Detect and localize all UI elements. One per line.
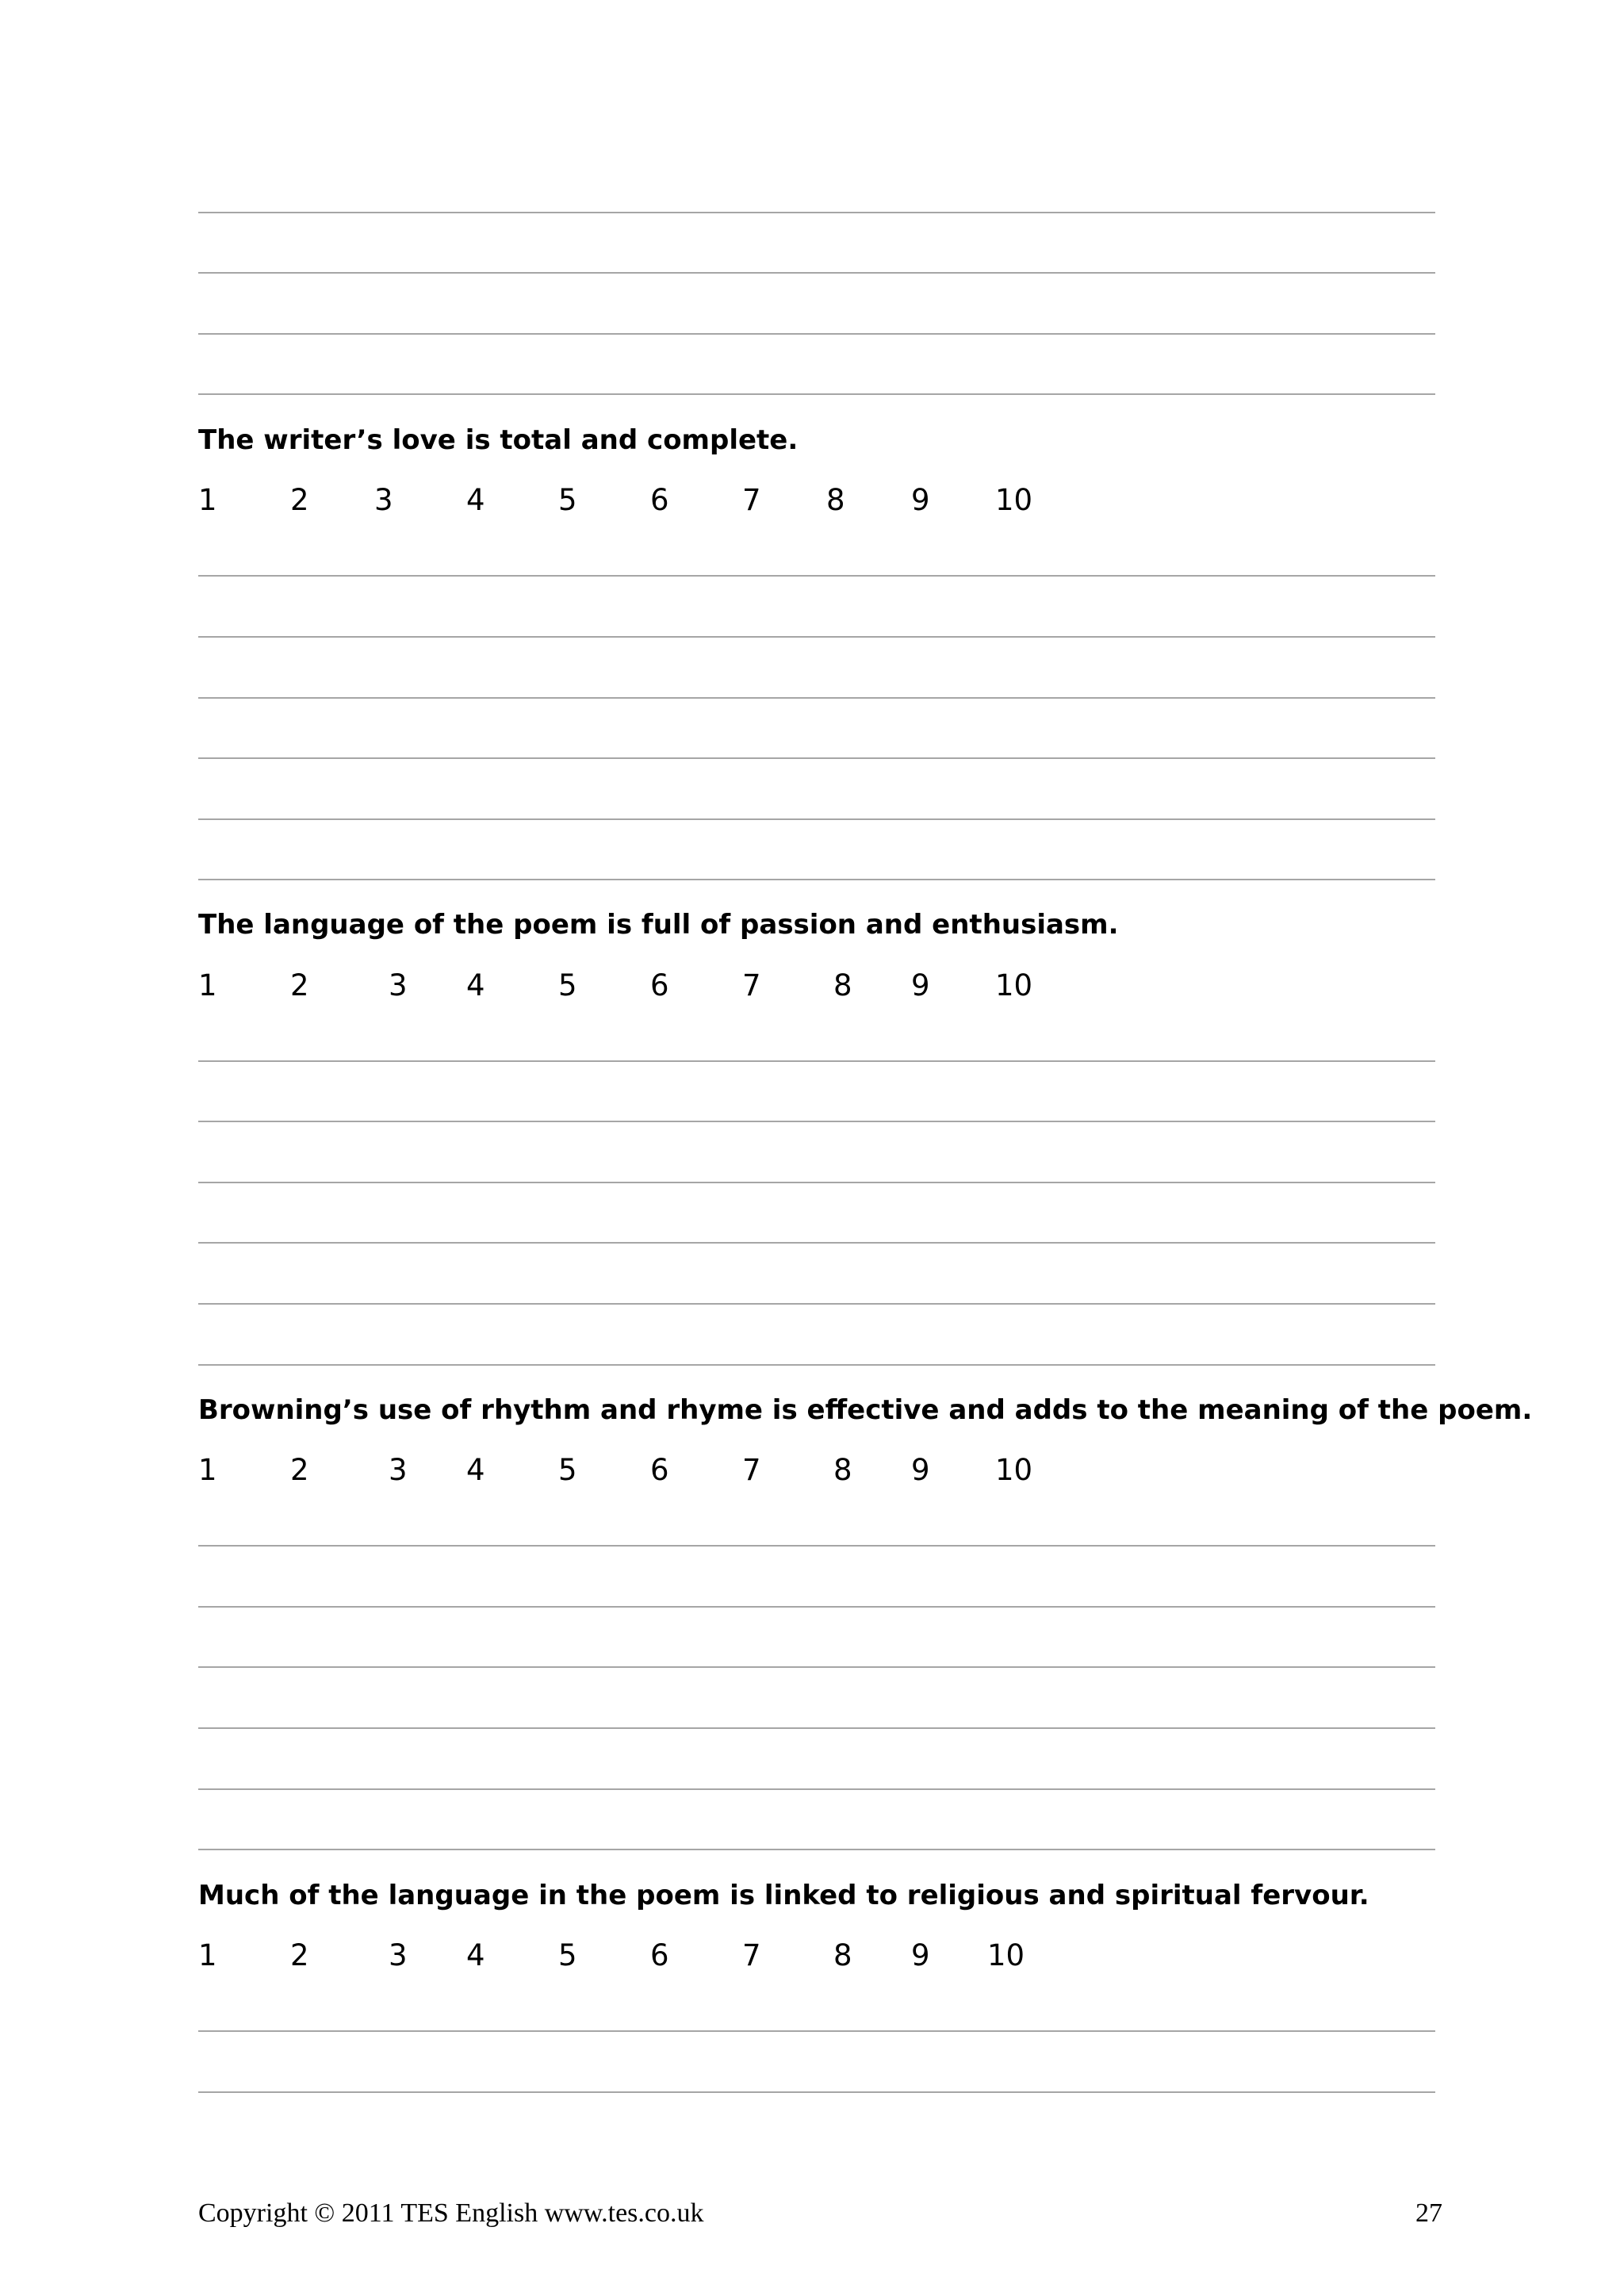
rating-option[interactable]: 4 (466, 483, 485, 517)
answer-line (198, 818, 1435, 820)
rating-option[interactable]: 3 (389, 1453, 408, 1487)
answer-line (198, 636, 1435, 638)
answer-line (198, 1849, 1435, 1850)
rating-option[interactable]: 3 (389, 968, 408, 1002)
answer-line (198, 757, 1435, 759)
answer-line (198, 1727, 1435, 1729)
statement-3: Browning’s use of rhythm and rhyme is effective and adds to the meaning of the poem. (198, 1394, 1533, 1426)
rating-option[interactable]: 1 (198, 968, 217, 1002)
rating-option[interactable]: 2 (290, 1938, 309, 1972)
page-number: 27 (1415, 2198, 1442, 2228)
rating-option[interactable]: 8 (826, 483, 845, 517)
rating-option[interactable]: 2 (290, 483, 309, 517)
rating-scale-4 (0, 1940, 1624, 1972)
rating-option[interactable]: 1 (198, 483, 217, 517)
rating-option[interactable]: 9 (911, 1938, 930, 1972)
rating-option[interactable]: 10 (995, 1453, 1033, 1487)
rating-option[interactable]: 1 (198, 1453, 217, 1487)
rating-option[interactable]: 4 (466, 968, 485, 1002)
rating-option[interactable]: 8 (833, 968, 852, 1002)
rating-option[interactable]: 9 (911, 483, 930, 517)
answer-line (198, 272, 1435, 274)
rating-option[interactable]: 10 (995, 968, 1033, 1002)
rating-option[interactable]: 2 (290, 1453, 309, 1487)
rating-option[interactable]: 8 (833, 1453, 852, 1487)
rating-option[interactable]: 7 (742, 968, 761, 1002)
rating-option[interactable]: 5 (558, 483, 577, 517)
rating-option[interactable]: 6 (650, 1453, 669, 1487)
rating-option[interactable]: 9 (911, 1453, 930, 1487)
statement-4: Much of the language in the poem is linked to religious and spiritual fervour. (198, 1880, 1369, 1911)
answer-line (198, 575, 1435, 577)
answer-line (198, 879, 1435, 880)
rating-option[interactable]: 6 (650, 483, 669, 517)
rating-option[interactable]: 4 (466, 1938, 485, 1972)
rating-option[interactable]: 7 (742, 483, 761, 517)
rating-option[interactable]: 2 (290, 968, 309, 1002)
answer-line (198, 697, 1435, 699)
answer-line (198, 333, 1435, 335)
rating-scale-1 (0, 485, 1624, 516)
answer-line (198, 1182, 1435, 1183)
answer-line (198, 1242, 1435, 1244)
answer-line (198, 1788, 1435, 1790)
statement-2: The language of the poem is full of passion and enthusiasm. (198, 909, 1119, 941)
rating-option[interactable]: 5 (558, 968, 577, 1002)
answer-line (198, 1303, 1435, 1305)
rating-option[interactable]: 7 (742, 1938, 761, 1972)
answer-line (198, 212, 1435, 213)
answer-line (198, 1545, 1435, 1547)
rating-option[interactable]: 3 (389, 1938, 408, 1972)
rating-option[interactable]: 8 (833, 1938, 852, 1972)
rating-option[interactable]: 7 (742, 1453, 761, 1487)
rating-scale-2 (0, 970, 1624, 1002)
rating-scale-3 (0, 1455, 1624, 1486)
answer-line (198, 1666, 1435, 1668)
rating-option[interactable]: 6 (650, 1938, 669, 1972)
rating-option[interactable]: 3 (374, 483, 393, 517)
answer-line (198, 1121, 1435, 1122)
answer-line (198, 1364, 1435, 1366)
rating-option[interactable]: 5 (558, 1453, 577, 1487)
rating-option[interactable]: 6 (650, 968, 669, 1002)
rating-option[interactable]: 1 (198, 1938, 217, 1972)
rating-option[interactable]: 9 (911, 968, 930, 1002)
rating-option[interactable]: 4 (466, 1453, 485, 1487)
statement-1: The writer’s love is total and complete. (198, 424, 799, 456)
answer-line (198, 2030, 1435, 2032)
rating-option[interactable]: 10 (987, 1938, 1025, 1972)
answer-line (198, 2091, 1435, 2093)
footer-copyright: Copyright © 2011 TES English www.tes.co.uk (198, 2198, 704, 2228)
answer-line (198, 1060, 1435, 1062)
answer-line (198, 1606, 1435, 1608)
answer-line (198, 393, 1435, 395)
rating-option[interactable]: 5 (558, 1938, 577, 1972)
rating-option[interactable]: 10 (995, 483, 1033, 517)
